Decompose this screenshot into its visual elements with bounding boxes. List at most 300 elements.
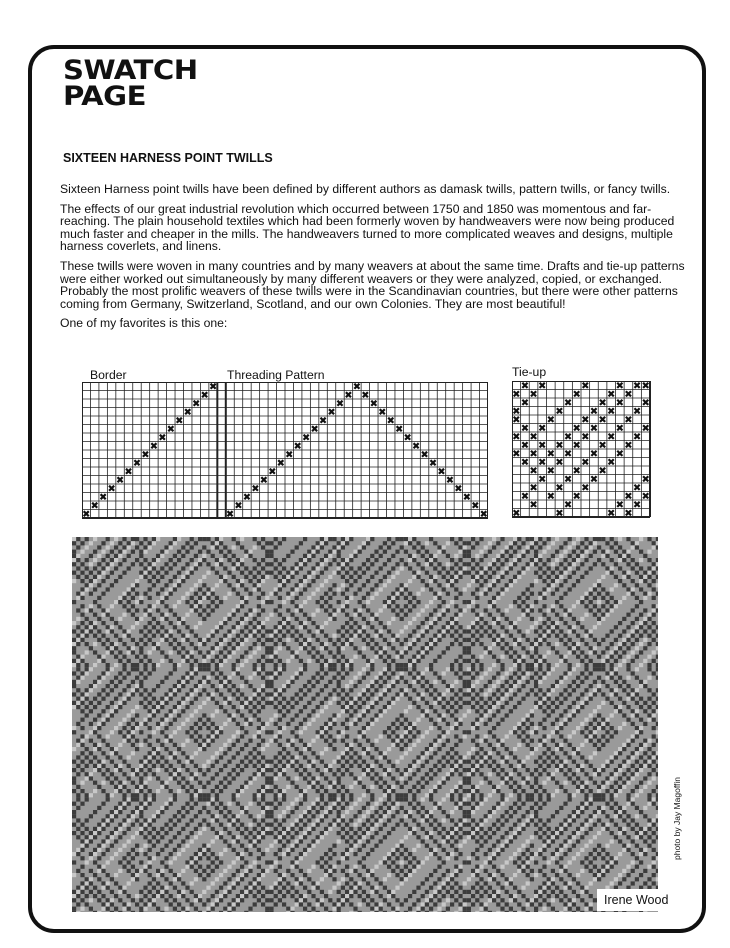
weave-cell	[303, 575, 307, 579]
weave-cell	[492, 638, 496, 642]
weave-cell	[299, 730, 303, 734]
weave-cell	[278, 768, 282, 772]
weave-cell	[433, 579, 437, 583]
weave-cell	[605, 730, 609, 734]
weave-cell	[290, 743, 294, 747]
weave-cell	[80, 629, 84, 633]
weave-cell	[118, 764, 122, 768]
weave-cell	[215, 734, 219, 738]
weave-cell	[412, 537, 416, 541]
weave-cell	[76, 617, 80, 621]
weave-cell	[131, 734, 135, 738]
weave-cell	[286, 814, 290, 818]
weave-cell	[400, 839, 404, 843]
weave-cell	[332, 760, 336, 764]
weave-cell	[261, 818, 265, 822]
weave-cell	[164, 701, 168, 705]
weave-cell	[257, 789, 261, 793]
weave-cell	[395, 823, 399, 827]
weave-cell	[395, 743, 399, 747]
weave-cell	[353, 554, 357, 558]
weave-cell	[332, 583, 336, 587]
weave-cell	[387, 621, 391, 625]
weave-cell	[374, 592, 378, 596]
weave-cell	[337, 608, 341, 612]
weave-cell	[85, 625, 89, 629]
weave-cell	[387, 545, 391, 549]
weave-cell	[173, 768, 177, 772]
weave-cell	[458, 818, 462, 822]
weave-cell	[349, 642, 353, 646]
weave-cell	[332, 667, 336, 671]
weave-cell	[467, 751, 471, 755]
weave-cell	[198, 747, 202, 751]
weave-cell	[492, 768, 496, 772]
weave-cell	[374, 655, 378, 659]
weave-cell	[408, 592, 412, 596]
weave-cell	[85, 558, 89, 562]
weave-cell	[143, 705, 147, 709]
weave-cell	[76, 785, 80, 789]
weave-cell	[76, 596, 80, 600]
weave-cell	[324, 558, 328, 562]
weave-cell	[635, 760, 639, 764]
weave-cell	[156, 705, 160, 709]
weave-cell	[206, 587, 210, 591]
weave-cell	[530, 722, 534, 726]
weave-cell	[72, 671, 76, 675]
weave-cell	[240, 617, 244, 621]
weave-cell	[353, 676, 357, 680]
weave-cell	[114, 776, 118, 780]
weave-cell	[295, 571, 299, 575]
weave-cell	[227, 818, 231, 822]
weave-cell	[505, 583, 509, 587]
weave-cell	[194, 814, 198, 818]
weave-cell	[332, 718, 336, 722]
weave-cell	[475, 734, 479, 738]
weave-cell	[412, 680, 416, 684]
weave-cell	[412, 655, 416, 659]
weave-cell	[593, 596, 597, 600]
weave-cell	[349, 705, 353, 709]
weave-cell	[547, 764, 551, 768]
weave-cell	[299, 789, 303, 793]
weave-cell	[631, 541, 635, 545]
weave-cell	[211, 671, 215, 675]
weave-cell	[450, 697, 454, 701]
weave-cell	[135, 789, 139, 793]
weave-cell	[639, 726, 643, 730]
weave-cell	[80, 604, 84, 608]
weave-cell	[395, 768, 399, 772]
weave-cell	[202, 785, 206, 789]
weave-cell	[374, 583, 378, 587]
weave-cell	[374, 718, 378, 722]
weave-cell	[320, 734, 324, 738]
weave-cell	[488, 827, 492, 831]
weave-cell	[454, 621, 458, 625]
weave-cell	[404, 583, 408, 587]
weave-cell	[261, 676, 265, 680]
weave-cell	[358, 764, 362, 768]
weave-cell	[278, 688, 282, 692]
weave-cell	[463, 566, 467, 570]
weave-cell	[639, 810, 643, 814]
weave-cell	[563, 541, 567, 545]
weave-cell	[584, 592, 588, 596]
weave-cell	[211, 659, 215, 663]
weave-cell	[274, 692, 278, 696]
weave-cell	[299, 793, 303, 797]
weave-cell	[643, 554, 647, 558]
weave-cell	[454, 785, 458, 789]
weave-cell	[463, 831, 467, 835]
weave-cell	[261, 663, 265, 667]
weave-cell	[589, 764, 593, 768]
weave-cell	[656, 676, 658, 680]
weave-cell	[206, 680, 210, 684]
weave-cell	[572, 646, 576, 650]
weave-cell	[93, 621, 97, 625]
weave-cell	[450, 667, 454, 671]
weave-cell	[400, 566, 404, 570]
weave-cell	[316, 776, 320, 780]
weave-cell	[631, 776, 635, 780]
weave-cell	[542, 718, 546, 722]
weave-cell	[181, 634, 185, 638]
weave-cell	[458, 655, 462, 659]
weave-cell	[206, 743, 210, 747]
weave-cell	[257, 692, 261, 696]
weave-cell	[265, 650, 269, 654]
weave-cell	[450, 663, 454, 667]
weave-cell	[647, 835, 651, 839]
weave-cell	[652, 587, 656, 591]
weave-cell	[72, 701, 76, 705]
weave-cell	[227, 558, 231, 562]
weave-cell	[286, 680, 290, 684]
weave-cell	[122, 785, 126, 789]
weave-cell	[227, 676, 231, 680]
weave-cell	[450, 688, 454, 692]
weave-cell	[597, 688, 601, 692]
weave-cell	[299, 659, 303, 663]
weave-cell	[416, 659, 420, 663]
weave-cell	[93, 625, 97, 629]
weave-cell	[538, 818, 542, 822]
weave-cell	[320, 772, 324, 776]
weave-cell	[295, 545, 299, 549]
weave-cell	[299, 697, 303, 701]
weave-cell	[488, 688, 492, 692]
weave-cell	[93, 600, 97, 604]
weave-cell	[358, 776, 362, 780]
weave-cell	[526, 604, 530, 608]
weave-cell	[408, 537, 412, 541]
weave-cell	[316, 839, 320, 843]
weave-cell	[219, 835, 223, 839]
weave-cell	[505, 550, 509, 554]
weave-cell	[425, 835, 429, 839]
weave-cell	[563, 722, 567, 726]
weave-cell	[337, 600, 341, 604]
weave-cell	[299, 671, 303, 675]
weave-cell	[563, 613, 567, 617]
weave-cell	[605, 541, 609, 545]
weave-cell	[97, 747, 101, 751]
weave-cell	[286, 722, 290, 726]
weave-cell	[156, 789, 160, 793]
weave-cell	[215, 772, 219, 776]
weave-cell	[467, 625, 471, 629]
weave-cell	[618, 806, 622, 810]
weave-cell	[366, 831, 370, 835]
weave-cell	[173, 692, 177, 696]
weave-cell	[156, 726, 160, 730]
weave-cell	[366, 802, 370, 806]
weave-cell	[362, 545, 366, 549]
weave-cell	[118, 617, 122, 621]
weave-cell	[190, 655, 194, 659]
weave-cell	[576, 655, 580, 659]
weave-cell	[530, 709, 534, 713]
weave-cell	[509, 835, 513, 839]
weave-cell	[614, 583, 618, 587]
weave-cell	[80, 781, 84, 785]
weave-cell	[458, 566, 462, 570]
weave-cell	[479, 793, 483, 797]
weave-cell	[240, 785, 244, 789]
weave-cell	[198, 537, 202, 541]
weave-cell	[547, 575, 551, 579]
weave-cell	[282, 713, 286, 717]
weave-cell	[467, 600, 471, 604]
weave-cell	[626, 739, 630, 743]
weave-cell	[379, 634, 383, 638]
weave-cell	[85, 575, 89, 579]
weave-cell	[383, 583, 387, 587]
weave-cell	[101, 827, 105, 831]
weave-cell	[475, 596, 479, 600]
weave-cell	[278, 562, 282, 566]
weave-cell	[185, 755, 189, 759]
weave-cell	[202, 608, 206, 612]
weave-cell	[169, 545, 173, 549]
weave-cell	[555, 768, 559, 772]
weave-cell	[261, 621, 265, 625]
weave-cell	[269, 718, 273, 722]
weave-cell	[509, 684, 513, 688]
weave-cell	[425, 713, 429, 717]
weave-cell	[622, 571, 626, 575]
weave-cell	[400, 587, 404, 591]
weave-cell	[559, 575, 563, 579]
weave-cell	[211, 734, 215, 738]
weave-cell	[387, 806, 391, 810]
weave-cell	[383, 604, 387, 608]
weave-cell	[601, 575, 605, 579]
weave-cell	[433, 772, 437, 776]
weave-cell	[206, 663, 210, 667]
weave-cell	[589, 646, 593, 650]
weave-cell	[122, 793, 126, 797]
weave-cell	[479, 797, 483, 801]
weave-cell	[559, 747, 563, 751]
weave-cell	[248, 701, 252, 705]
weave-cell	[169, 659, 173, 663]
weave-cell	[559, 701, 563, 705]
weave-cell	[227, 823, 231, 827]
weave-cell	[370, 617, 374, 621]
weave-cell	[542, 579, 546, 583]
weave-cell	[500, 571, 504, 575]
weave-cell	[106, 734, 110, 738]
weave-cell	[547, 663, 551, 667]
weave-cell	[295, 734, 299, 738]
weave-cell	[391, 554, 395, 558]
weave-cell	[517, 772, 521, 776]
weave-cell	[421, 818, 425, 822]
weave-cell	[589, 797, 593, 801]
weave-cell	[610, 734, 614, 738]
weave-cell	[337, 781, 341, 785]
weave-cell	[534, 646, 538, 650]
weave-cell	[605, 684, 609, 688]
weave-cell	[458, 827, 462, 831]
weave-cell	[206, 739, 210, 743]
weave-cell	[555, 697, 559, 701]
weave-cell	[597, 642, 601, 646]
weave-cell	[269, 776, 273, 780]
weave-cell	[223, 709, 227, 713]
weave-cell	[643, 638, 647, 642]
weave-cell	[505, 688, 509, 692]
weave-cell	[101, 621, 105, 625]
weave-cell	[261, 722, 265, 726]
weave-cell	[584, 739, 588, 743]
weave-cell	[261, 797, 265, 801]
weave-cell	[282, 617, 286, 621]
weave-cell	[618, 663, 622, 667]
weave-cell	[370, 692, 374, 696]
weave-cell	[269, 592, 273, 596]
weave-cell	[185, 541, 189, 545]
weave-cell	[454, 764, 458, 768]
weave-cell	[555, 613, 559, 617]
weave-cell	[421, 629, 425, 633]
weave-cell	[631, 566, 635, 570]
weave-cell	[236, 789, 240, 793]
weave-cell	[362, 692, 366, 696]
weave-cell	[542, 831, 546, 835]
weave-cell	[265, 646, 269, 650]
weave-cell	[400, 671, 404, 675]
weave-cell	[379, 755, 383, 759]
weave-cell	[593, 604, 597, 608]
weave-cell	[198, 705, 202, 709]
weave-cell	[593, 734, 597, 738]
weave-cell	[442, 575, 446, 579]
weave-cell	[173, 823, 177, 827]
weave-cell	[412, 793, 416, 797]
weave-cell	[442, 692, 446, 696]
weave-cell	[530, 537, 534, 541]
weave-cell	[513, 663, 517, 667]
weave-cell	[181, 697, 185, 701]
weave-cell	[551, 751, 555, 755]
weave-cell	[492, 684, 496, 688]
weave-cell	[185, 613, 189, 617]
weave-cell	[370, 667, 374, 671]
weave-cell	[589, 629, 593, 633]
weave-cell	[652, 709, 656, 713]
weave-cell	[307, 650, 311, 654]
weave-cell	[635, 545, 639, 549]
weave-cell	[311, 814, 315, 818]
weave-cell	[148, 587, 152, 591]
weave-cell	[148, 650, 152, 654]
weave-cell	[484, 554, 488, 558]
weave-cell	[316, 755, 320, 759]
weave-cell	[656, 730, 658, 734]
weave-cell	[647, 793, 651, 797]
weave-cell	[404, 835, 408, 839]
weave-cell	[160, 617, 164, 621]
weave-cell	[635, 604, 639, 608]
weave-cell	[181, 814, 185, 818]
weave-cell	[345, 537, 349, 541]
weave-cell	[656, 558, 658, 562]
weave-cell	[236, 697, 240, 701]
weave-cell	[278, 793, 282, 797]
weave-cell	[219, 810, 223, 814]
weave-cell	[626, 613, 630, 617]
weave-cell	[286, 751, 290, 755]
weave-cell	[269, 810, 273, 814]
weave-cell	[614, 751, 618, 755]
weave-cell	[589, 739, 593, 743]
weave-cell	[282, 755, 286, 759]
weave-cell	[232, 638, 236, 642]
weave-cell	[152, 730, 156, 734]
weave-cell	[76, 701, 80, 705]
weave-cell	[332, 772, 336, 776]
weave-cell	[652, 621, 656, 625]
weave-cell	[605, 659, 609, 663]
weave-cell	[248, 579, 252, 583]
weave-cell	[274, 688, 278, 692]
weave-cell	[526, 545, 530, 549]
weave-cell	[416, 575, 420, 579]
weave-cell	[320, 562, 324, 566]
weave-cell	[568, 587, 572, 591]
weave-cell	[484, 818, 488, 822]
weave-cell	[185, 562, 189, 566]
weave-cell	[387, 705, 391, 709]
weave-cell	[286, 621, 290, 625]
weave-cell	[391, 646, 395, 650]
weave-cell	[240, 692, 244, 696]
weave-cell	[605, 823, 609, 827]
weave-cell	[379, 587, 383, 591]
weave-cell	[597, 621, 601, 625]
weave-cell	[248, 646, 252, 650]
weave-cell	[639, 566, 643, 570]
weave-cell	[219, 638, 223, 642]
weave-cell	[257, 839, 261, 843]
weave-cell	[353, 697, 357, 701]
